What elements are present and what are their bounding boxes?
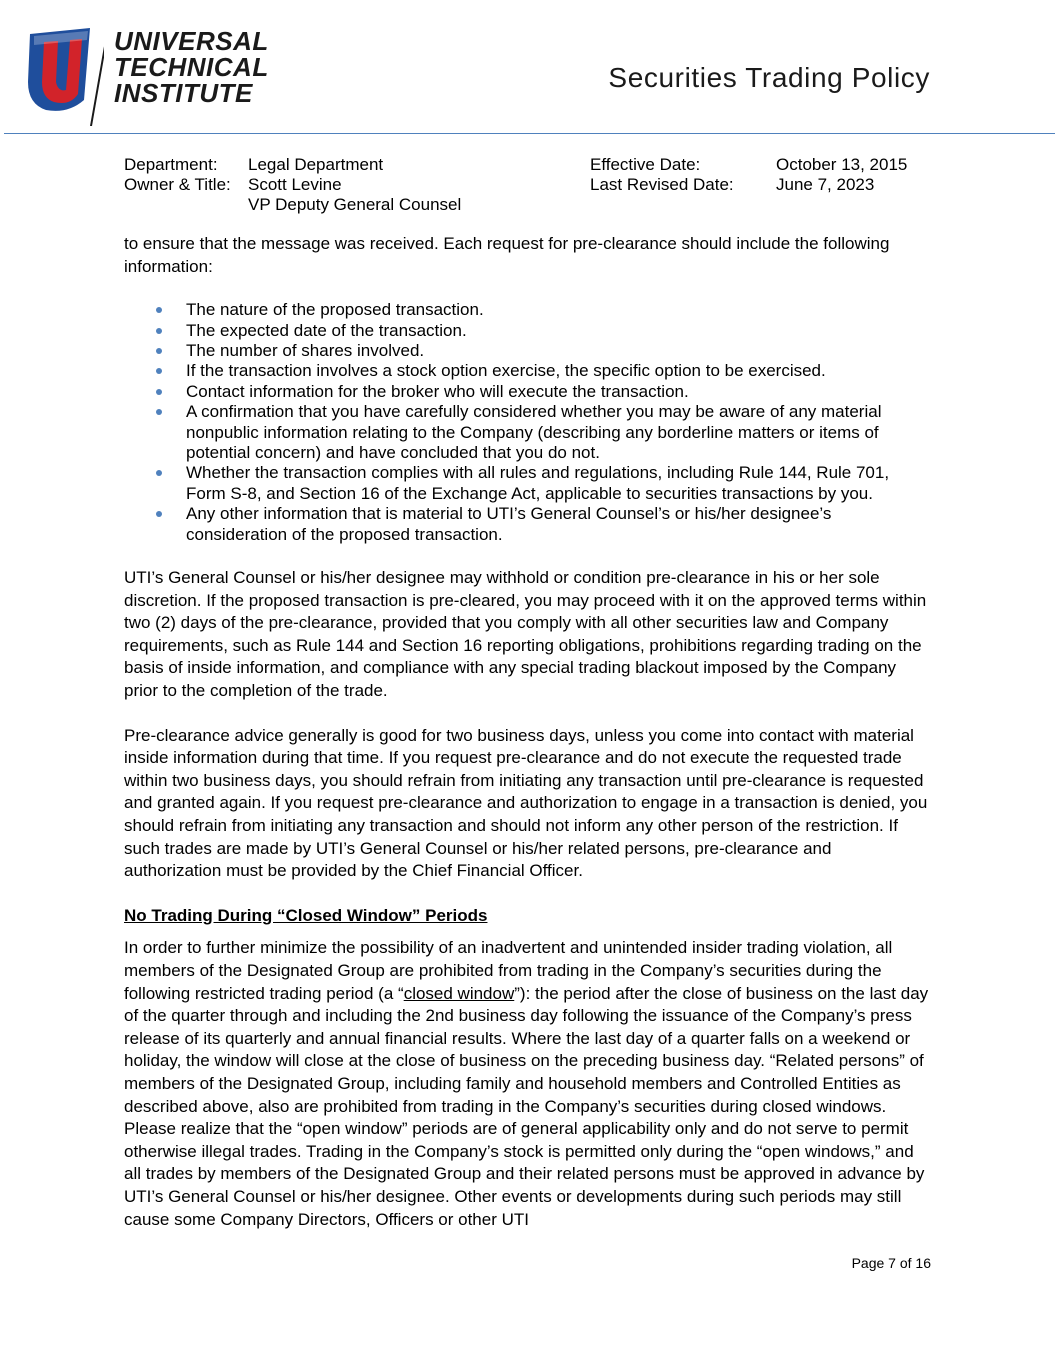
closed-window-text-b: ”): the period after the close of business on the last day of the quarter through and including the 2nd business day following the issuance of the Company’s press release of its quarterly and annual financial results. Where the last day of a quarter falls on a weekend or holiday, the window will close at the close of business on the preceding business day. “Related persons” of members of the Designated Group, including family and household members and Controlled Entities as described above, also are prohibited from trading in the Company’s securities during closed windows. Please realize that the “open window” periods are of general applicability only and do not serve to permit otherwise illegal trades. Trading in the Company’s stock is permitted only during the “open windows,” and all trades by members of the Designated Group and their related persons must be approved in advance by UTI’s General Counsel or his/her designee. Other events or developments during such periods may still cause some Company Directors, Officers or other UTI bbox=[124, 983, 929, 1229]
owner-title: VP Deputy General Counsel bbox=[248, 195, 462, 214]
logo-line-1: UNIVERSAL bbox=[114, 26, 269, 56]
department-value: Legal Department bbox=[248, 155, 384, 174]
list-item-text: Whether the transaction complies with all rules and regulations, including Rule 144, Rule 701, Form S-8, and Section 16 of the Exchange Act, applicable to securities transactions by you. bbox=[186, 463, 890, 503]
preclearance-validity-paragraph: Pre-clearance advice generally is good for two business days, unless you come into contact with material inside information during that time. If you request pre-clearance and do not execute the requested trade within two business days, you should refrain from initiating any transaction until pre-clearance is requested and granted again. If you request pre-clearance and authorization to engage in a transaction is denied, you should refrain from initiating any transaction and should not inform any other person of the restriction. If such trades are made by UTI’s General Counsel or his/her related persons, pre-clearance and authorization must be provided by the Chief Financial Officer. bbox=[124, 725, 928, 881]
list-item-text: The nature of the proposed transaction. bbox=[186, 300, 484, 320]
bullet-icon bbox=[156, 389, 162, 395]
effective-date-label: Effective Date: bbox=[590, 155, 701, 174]
owner-name: Scott Levine bbox=[248, 175, 342, 194]
document-body bbox=[124, 233, 930, 1231]
logo-wordmark bbox=[114, 28, 269, 106]
department-label: Department: bbox=[124, 155, 218, 174]
department-row bbox=[124, 155, 461, 175]
list-item-text: The expected date of the transaction. bbox=[186, 320, 467, 340]
owner-row bbox=[124, 175, 461, 195]
preclearance-discretion-paragraph: UTI’s General Counsel or his/her designee may withhold or condition pre-clearance in his or her sole discretion. If the proposed transaction is pre-cleared, you may proceed with it on the approved terms within two (2) days of the pre-clearance, provided that you comply with all other securities law and Company requirements, such as Rule 144 and Section 16 reporting obligations, prohibitions regarding trading on the basis of inside information, and compliance with any special trading blackout imposed by the Company prior to the completion of the trade. bbox=[124, 568, 927, 701]
list-item-text: The number of shares involved. bbox=[186, 341, 425, 360]
bullet-icon bbox=[156, 368, 162, 374]
intro-paragraph: to ensure that the message was received. Each request for pre-clearance should include the following information: bbox=[124, 234, 890, 276]
closed-window-paragraph bbox=[124, 937, 930, 1231]
meta-right-block bbox=[590, 155, 907, 195]
bullet-icon bbox=[156, 307, 162, 313]
list-item bbox=[124, 321, 930, 341]
section-heading: No Trading During “Closed Window” Periods bbox=[124, 905, 488, 925]
bullet-icon bbox=[156, 409, 162, 415]
bullet-icon bbox=[156, 511, 162, 517]
company-logo bbox=[24, 12, 276, 126]
logo-mark-icon bbox=[24, 12, 104, 126]
preclearance-requirements-list bbox=[124, 300, 930, 545]
list-item bbox=[124, 504, 930, 545]
closed-window-term: closed window bbox=[403, 983, 515, 1003]
revised-date-label: Last Revised Date: bbox=[590, 175, 734, 194]
document-title: Securities Trading Policy bbox=[608, 62, 930, 93]
bullet-icon bbox=[156, 470, 162, 476]
logo-line-2: TECHNICAL bbox=[114, 52, 269, 82]
list-item bbox=[124, 300, 930, 320]
list-item-text: A confirmation that you have carefully considered whether you may be aware of any material nonpublic information relating to the Company (describing any borderline matters or items of potential concern) and have concluded that you do not. bbox=[186, 402, 882, 463]
page-number: Page 7 of 16 bbox=[851, 1255, 931, 1271]
bullet-icon bbox=[156, 328, 162, 334]
owner-title-row bbox=[124, 195, 461, 215]
meta-left-block bbox=[124, 155, 461, 215]
bullet-icon bbox=[156, 348, 162, 354]
list-item bbox=[124, 463, 930, 504]
effective-date-value: October 13, 2015 bbox=[776, 155, 908, 174]
logo-line-3: INSTITUTE bbox=[114, 78, 253, 108]
list-item-text: Any other information that is material to UTI’s General Counsel’s or his/her designee’s consideration of the proposed transaction. bbox=[186, 504, 832, 544]
list-item bbox=[124, 341, 930, 361]
effective-date-row bbox=[590, 155, 907, 175]
list-item bbox=[124, 382, 930, 402]
revised-date-value: June 7, 2023 bbox=[776, 175, 875, 194]
owner-label: Owner & Title: bbox=[124, 175, 231, 194]
closed-window-text-a: In order to further minimize the possibility of an inadvertent and unintended insider trading violation, all members of the Designated Group are prohibited from trading in the Company’s securities during the following restricted trading period (a “ bbox=[124, 938, 893, 1003]
header-divider bbox=[4, 133, 1055, 134]
list-item-text: If the transaction involves a stock option exercise, the specific option to be exercised. bbox=[186, 361, 826, 381]
list-item bbox=[124, 402, 930, 463]
revised-date-row bbox=[590, 175, 907, 195]
list-item bbox=[124, 361, 930, 381]
list-item-text: Contact information for the broker who will execute the transaction. bbox=[186, 381, 689, 401]
